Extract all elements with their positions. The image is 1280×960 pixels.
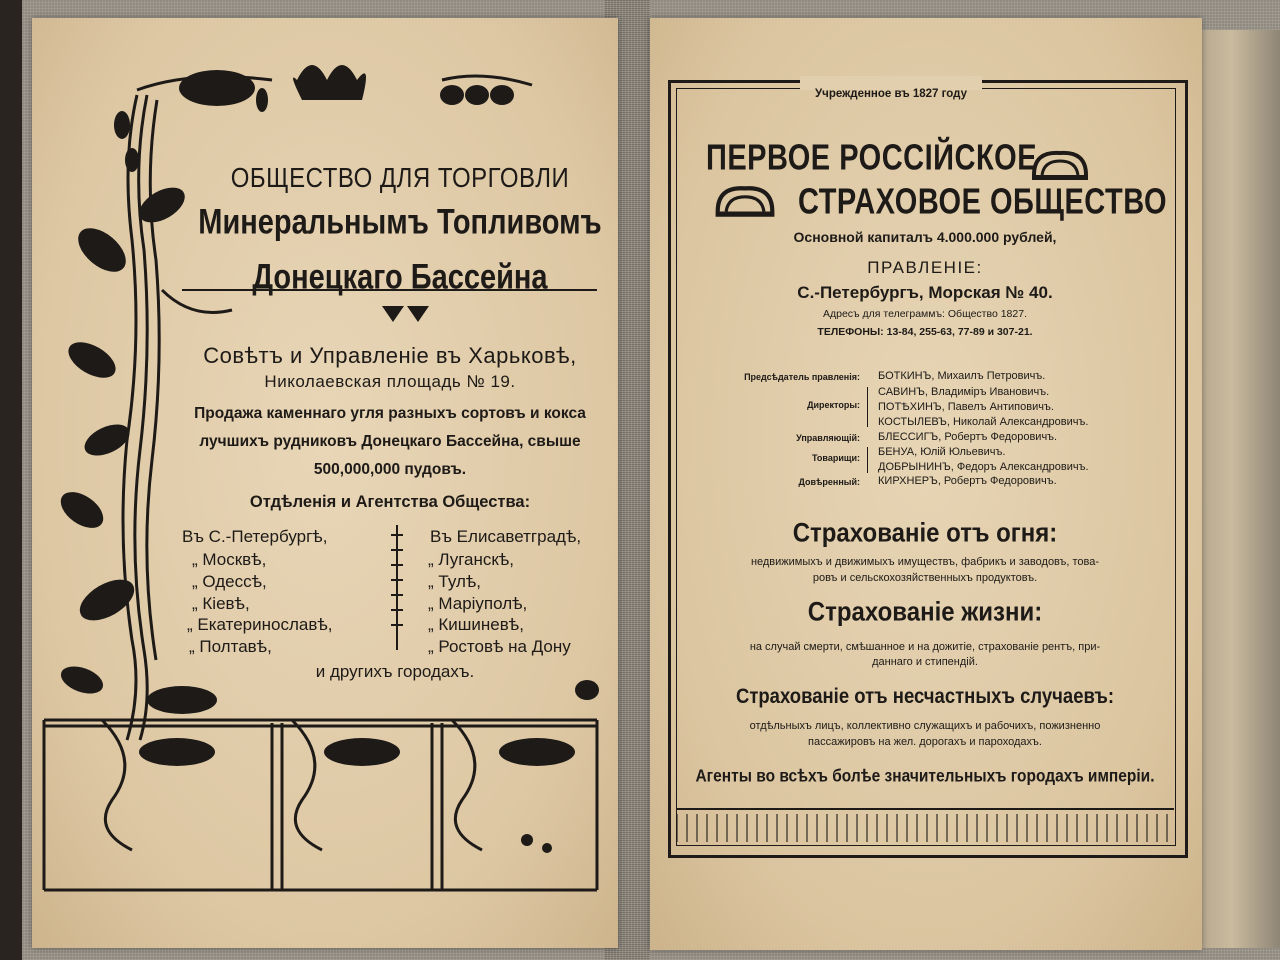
officer-name: БЛЕССИГЪ, Робертъ Федоровичъ. <box>878 431 1058 443</box>
accident-text-line2: пассажировъ на жел. дорогахъ и пароходахъ. <box>808 736 1042 748</box>
crown-ornament-icon <box>1030 145 1090 185</box>
agents-line: Агенты во всѣхъ болѣе значительныхъ городахъ имперіи. <box>695 766 1155 787</box>
background-edge <box>0 0 22 960</box>
fire-text-line1: недвижимыхъ и движимыхъ имуществъ, фабрикъ и заводовъ, това- <box>750 556 1100 568</box>
officer-role: Управляющій: <box>796 433 860 443</box>
frame-bottom-line <box>676 808 1174 810</box>
right-board-address: С.-Петербургъ, Морская № 40. <box>797 283 1053 302</box>
bracket-line <box>867 387 868 427</box>
branch-city: „ Ростовѣ на Дону <box>428 637 571 656</box>
officer-name: ДОБРЫНИНЪ, Федоръ Александровичъ. <box>878 461 1089 473</box>
branch-city: Въ Елисаветградѣ, <box>430 527 582 546</box>
left-branches-heading: Отдѣленія и Агентства Общества: <box>249 493 531 511</box>
right-title-line2: СТРАХОВОЕ ОБЩЕСТВО <box>798 182 1168 222</box>
branch-city: „ Одессѣ, <box>192 572 267 591</box>
page-edges <box>1200 30 1280 948</box>
branch-city: „ Кишиневѣ, <box>428 615 524 634</box>
branch-city: „ Луганскѣ, <box>428 550 514 569</box>
frame-bottom-pattern <box>676 814 1174 842</box>
right-telegram: Адресъ для телеграммъ: Общество 1827. <box>823 308 1027 320</box>
branch-city: „ Полтавѣ, <box>189 637 272 656</box>
right-board-label: ПРАВЛЕНІЕ: <box>867 258 983 277</box>
founded-label: Учрежденное въ 1827 году <box>815 88 967 100</box>
officer-role: Товарищи: <box>811 453 860 463</box>
left-sales-line2: лучшихъ рудниковъ Донецкаго Бассейна, свыше <box>199 433 581 450</box>
left-title-line2: Минеральнымъ Топливомъ <box>198 203 602 243</box>
branch-city: „ Маріуполѣ, <box>428 594 528 613</box>
branch-city: Въ С.-Петербургѣ, <box>182 527 328 546</box>
officer-name: БОТКИНЪ, Михаилъ Петровичъ. <box>878 370 1046 382</box>
bracket-line <box>867 447 868 473</box>
fire-heading: Страхованіе отъ огня: <box>792 518 1058 549</box>
accident-text-line1: отдѣльныхъ лицъ, коллективно служащихъ и рабочихъ, пожизненно <box>749 720 1101 732</box>
branch-city: „ Екатеринославѣ, <box>187 615 333 634</box>
officer-role: Довѣренный: <box>798 477 860 487</box>
officer-name: КОСТЫЛЕВЪ, Николай Александровичъ. <box>878 416 1089 428</box>
life-text-line1: на случай смерти, смѣшанное и на дожитіе, страхованіе рентъ, при- <box>749 641 1101 653</box>
right-title-line1: ПЕРВОЕ РОССІЙСКОЕ <box>706 138 1038 178</box>
officer-name: ПОТѢХИНЪ, Павелъ Антиповичъ. <box>878 401 1054 413</box>
officer-name: БЕНУА, Юлій Юльевичъ. <box>878 446 1006 458</box>
right-phones: ТЕЛЕФОНЫ: 13-84, 255-63, 77-89 и 307-21. <box>817 326 1033 338</box>
left-address-line: Николаевская площадь № 19. <box>264 372 516 391</box>
officer-role: Директоры: <box>807 400 860 410</box>
left-other-cities: и другихъ городахъ. <box>315 662 475 681</box>
branch-city: „ Кіевѣ, <box>192 594 250 613</box>
officer-name: САВИНЪ, Владиміръ Ивановичъ. <box>878 386 1050 398</box>
fire-text-line2: ровъ и сельскохозяйственныхъ продуктовъ. <box>812 572 1038 584</box>
left-sales-line3: 500,000,000 пудовъ. <box>313 461 467 478</box>
branch-city: „ Москвѣ, <box>192 550 267 569</box>
left-council-line: Совѣтъ и Управленіе въ Харьковѣ, <box>203 343 577 368</box>
left-title-line1: ОБЩЕСТВО ДЛЯ ТОРГОВЛИ <box>230 162 570 194</box>
branch-city: „ Тулѣ, <box>428 572 482 591</box>
right-capital: Основной капиталъ 4.000.000 рублей, <box>793 229 1057 245</box>
accident-heading: Страхованіе отъ несчастныхъ случаевъ: <box>735 683 1115 708</box>
left-sales-line1: Продажа каменнаго угля разныхъ сортовъ и кокса <box>194 405 586 422</box>
officer-role: Предсѣдатель правленія: <box>744 372 860 382</box>
crown-ornament-icon <box>712 180 778 222</box>
life-heading: Страхованіе жизни: <box>807 597 1043 628</box>
left-title-line3: Донецкаго Бассейна <box>252 258 548 298</box>
officer-name: КИРХНЕРЪ, Робертъ Федоровичъ. <box>878 475 1057 487</box>
life-text-line2: даннаго и стипендій. <box>872 656 978 668</box>
